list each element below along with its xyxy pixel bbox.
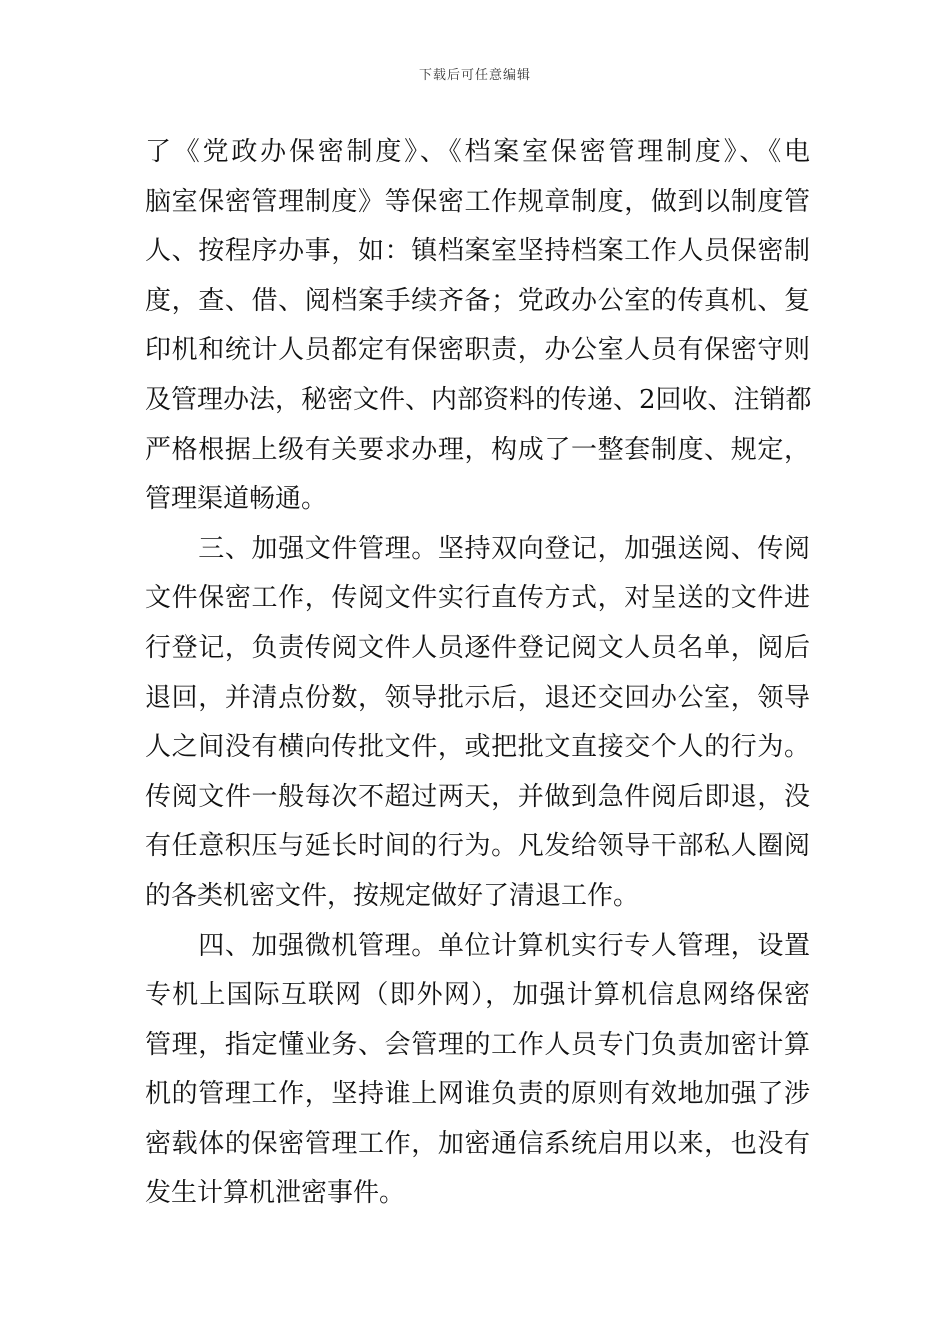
text-line: 文件保密工作，传阅文件实行直传方式，对呈送的文件进 (145, 583, 810, 614)
text-line: 密载体的保密管理工作，加密通信系统启用以来，也没有 (145, 1128, 810, 1159)
text-line: 了《党政办保密制度》、《档案室保密管理制度》、《电 (145, 137, 810, 167)
text-line: 的各类机密文件，按规定做好了清退工作。 (145, 880, 640, 911)
text-line: 人之间没有横向传批文件，或把批文直接交个人的行为。 (145, 732, 810, 763)
text-line: 脑室保密管理制度》等保密工作规章制度，做到以制度管 (145, 186, 810, 217)
text-line: 人、按程序办事，如：镇档案室坚持档案工作人员保密制 (145, 236, 810, 267)
text-line: 严格根据上级有关要求办理，构成了一整套制度、规定， (145, 434, 810, 465)
text-line: 三、加强文件管理。坚持双向登记，加强送阅、传阅 (145, 533, 810, 564)
text-line: 管理，指定懂业务、会管理的工作人员专门负责加密计算 (145, 1029, 810, 1060)
text-line: 退回，并清点份数，领导批示后，退还交回办公室，领导 (145, 682, 810, 713)
page-header: 下载后可任意编辑 (418, 68, 531, 83)
text-line: 传阅文件一般每次不超过两天，并做到急件阅后即退，没 (145, 781, 810, 812)
text-line: 专机上国际互联网（即外网），加强计算机信息网络保密 (145, 980, 810, 1011)
text-line: 管理渠道畅通。 (145, 484, 328, 515)
text-line: 行登记，负责传阅文件人员逐件登记阅文人员名单，阅后 (145, 632, 810, 663)
text-line: 印机和统计人员都定有保密职责，办公室人员有保密守则 (145, 335, 810, 366)
text-line: 及管理办法，秘密文件、内部资料的传递、2回收、注销都 (145, 384, 812, 415)
text-line: 有任意积压与延长时间的行为。凡发给领导干部私人圈阅 (145, 831, 810, 862)
text-line: 四、加强微机管理。单位计算机实行专人管理，设置 (145, 930, 810, 961)
body-text (145, 128, 810, 1219)
text-line: 机的管理工作，坚持谁上网谁负责的原则有效地加强了涉 (145, 1079, 810, 1110)
text-line: 度，查、借、阅档案手续齐备；党政办公室的传真机、复 (145, 285, 810, 316)
text-line: 发生计算机泄密事件。 (145, 1178, 406, 1209)
